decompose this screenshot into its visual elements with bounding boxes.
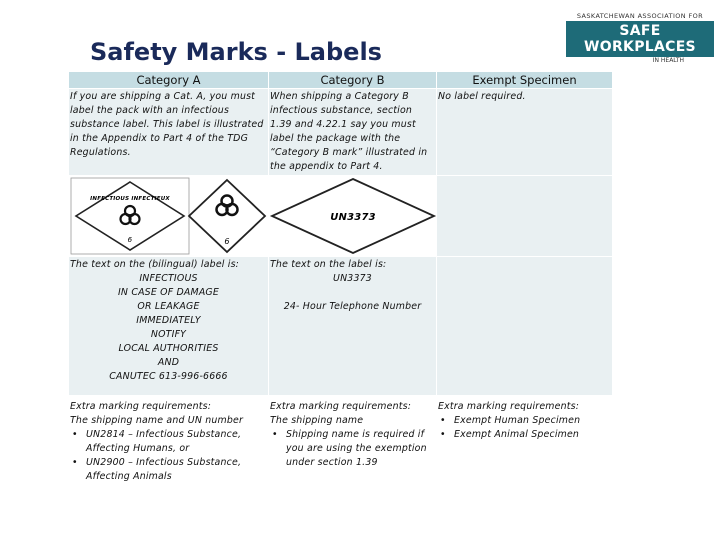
label-image-row (69, 176, 613, 257)
cat-b-extra-line: The shipping name (270, 415, 364, 426)
cat-b-label-image (269, 176, 437, 257)
list-item: • Shipping name is required if you are using the exemption under section 1.39 (286, 428, 435, 470)
bilingual-infectious-label (71, 178, 189, 254)
cat-b-label-text (269, 257, 437, 396)
cat-a-label-intro: The text on the (bilingual) label is: (70, 259, 240, 270)
cat-a-label-line: LOCAL AUTHORITIES (118, 343, 219, 354)
cat-a-extra-list (70, 428, 267, 484)
exempt-extra-marking (437, 396, 613, 486)
description-row (69, 89, 613, 176)
header-row (69, 72, 613, 89)
page-title: Safety Marks - Labels (90, 38, 382, 66)
cat-a-label-line: OR LEAKAGE (137, 301, 200, 312)
cat-b-extra-heading: Extra marking requirements: (270, 401, 412, 412)
exempt-extra-list (438, 414, 611, 442)
cat-a-label-line: IMMEDIATELY (136, 315, 201, 326)
logo (566, 12, 714, 64)
cat-a-label-text (69, 257, 269, 396)
list-item: • Exempt Animal Specimen (454, 428, 611, 442)
list-item: • Exempt Human Specimen (454, 414, 611, 428)
label-text-row (69, 257, 613, 396)
header-category-b: Category B (269, 72, 437, 89)
cat-a-label-line: INFECTIOUS (139, 273, 198, 284)
list-item: • UN2900 – Infectious Substance, Affecting Animals (86, 456, 267, 484)
bilingual-label-text: INFECTIOUS INFECTIEUX (90, 196, 170, 202)
header-category-a: Category A (69, 72, 269, 89)
extra-marking-row (69, 396, 613, 486)
cat-a-description: If you are shipping a Cat. A, you must label the pack with an infectious substance label. This label is illustrated in the Appendix to Part 4 of the TDG Regulations. (69, 89, 269, 176)
cat-a-extra-line: The shipping name and UN number (70, 415, 244, 426)
cat-a-label-line: IN CASE OF DAMAGE (117, 287, 220, 298)
cat-a-label-line: AND (157, 357, 180, 368)
exempt-label-text (437, 257, 613, 396)
cat-b-label-intro: The text on the label is: (270, 259, 387, 270)
cat-b-phone-line: 24- Hour Telephone Number (283, 301, 422, 312)
cat-b-label-svg (269, 176, 437, 256)
cat-a-label-images (69, 176, 269, 257)
labels-table (68, 71, 613, 486)
cat-a-labels-svg (69, 176, 269, 256)
header-exempt-specimen: Exempt Specimen (437, 72, 613, 89)
cat-b-extra-marking (269, 396, 437, 486)
logo-main-text: SAFE WORKPLACES (566, 21, 714, 57)
diamond-label-number: 6 (224, 237, 230, 246)
logo-bottom-text: IN HEALTH (652, 57, 684, 64)
infectious-diamond-label (189, 180, 265, 252)
exempt-label-image (437, 176, 613, 257)
exempt-description: No label required. (437, 89, 613, 176)
exempt-extra-heading: Extra marking requirements: (438, 401, 580, 412)
un3373-diamond-mark (272, 179, 434, 253)
cat-b-extra-list (270, 428, 435, 470)
bilingual-label-number: 6 (127, 236, 133, 244)
un3373-mark-text: UN3373 (330, 212, 376, 223)
cat-a-extra-heading: Extra marking requirements: (70, 401, 212, 412)
cat-b-un-number: UN3373 (333, 273, 372, 284)
cat-a-label-line: CANUTEC 613-996-6666 (109, 371, 228, 382)
list-item: • UN2814 – Infectious Substance, Affecting Humans, or (86, 428, 267, 456)
cat-a-extra-marking (69, 396, 269, 486)
cat-b-description: When shipping a Category B infectious substance, section 1.39 and 4.22.1 say you must label the package with the “Category B mark” illustrated in the appendix to Part 4. (269, 89, 437, 176)
logo-top-text: SASKATCHEWAN ASSOCIATION FOR (576, 12, 704, 20)
cat-a-label-line: NOTIFY (150, 329, 187, 340)
